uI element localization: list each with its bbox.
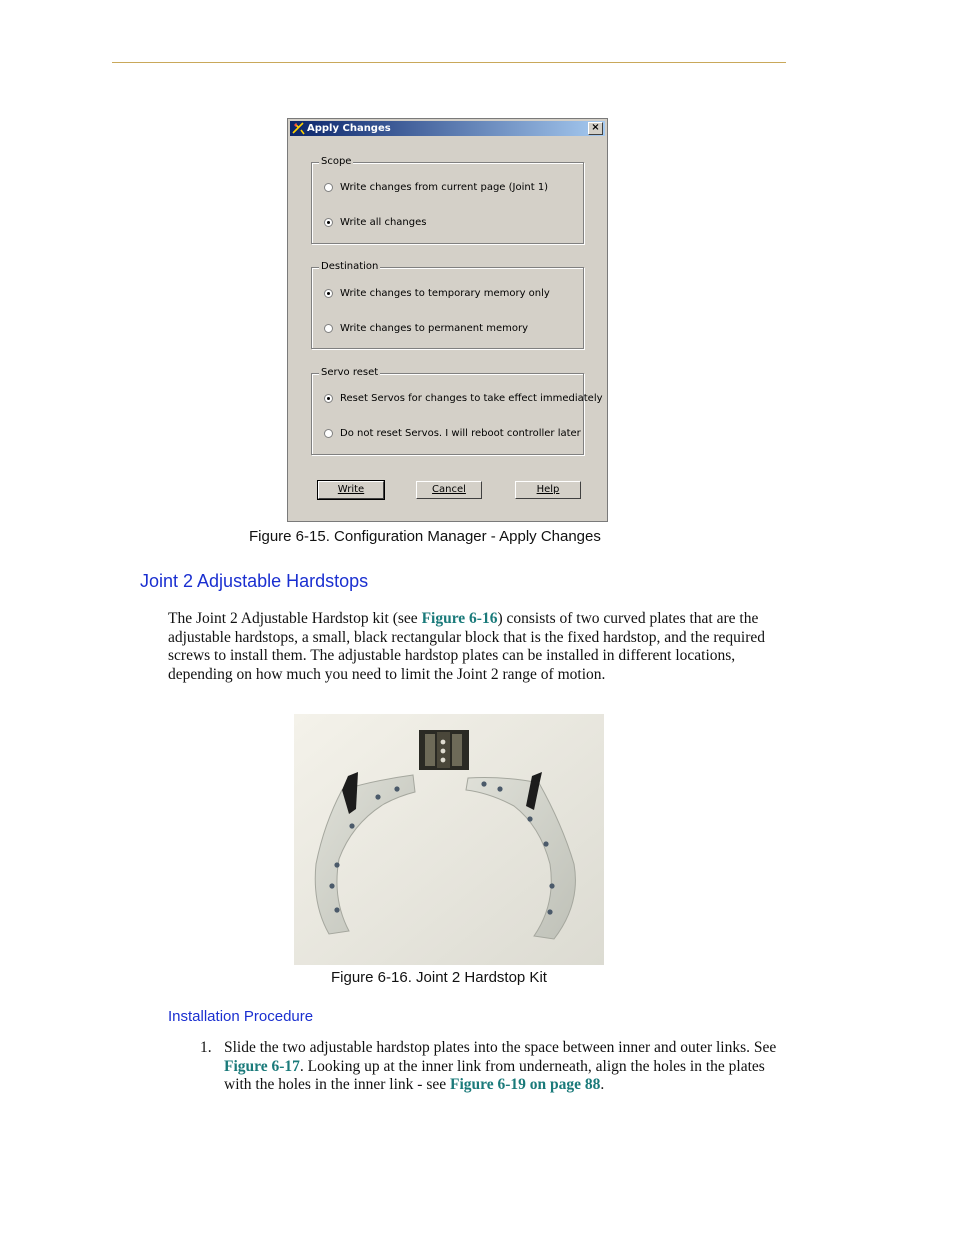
servo-reset-legend: Servo reset [321, 367, 379, 378]
section-heading: Joint 2 Adjustable Hardstops [140, 571, 369, 591]
fixed-hardstop-block [419, 730, 469, 770]
step-1-text: Slide the two adjustable hardstop plates into the space between inner and outer links. See Figure 6-17. Looking up at the inner link from underneath, align the holes in the plates with the holes in the inner link - see Figure 6-19 on page 88. [224, 1039, 777, 1094]
step-1 [200, 1039, 790, 1095]
radio-button[interactable] [324, 183, 333, 192]
figure-caption-6-15: Figure 6-15. Configuration Manager - Apply Changes [249, 528, 601, 545]
close-button[interactable]: × [588, 122, 603, 135]
servo-reset-group: Servo reset Reset Servos for changes to take effect immediately Do not reset Servos. I will reboot controller later [311, 373, 584, 455]
subsection-heading: Installation Procedure [168, 1008, 314, 1025]
scope-legend: Scope [321, 156, 352, 167]
apply-changes-dialog [287, 118, 608, 522]
radio-button[interactable] [324, 324, 333, 333]
dialog-title: Apply Changes [307, 123, 391, 134]
hardstop-kit-photo [294, 714, 604, 965]
figure-6-17-link[interactable]: Figure 6-17 [224, 1057, 300, 1075]
cancel-button[interactable]: Cancel [416, 481, 482, 499]
scope-group: Scope Write changes from current page (Joint 1) Write all changes [311, 162, 584, 244]
app-icon [292, 122, 305, 135]
destination-legend: Destination [321, 261, 379, 272]
step-number: 1. [200, 1039, 212, 1056]
destination-group: Destination Write changes to temporary memory only Write changes to permanent memory [311, 267, 584, 349]
radio-button-selected[interactable] [324, 289, 333, 298]
figure-caption-6-16: Figure 6-16. Joint 2 Hardstop Kit [331, 969, 547, 986]
dialog-titlebar [290, 121, 605, 136]
header-rule [112, 62, 786, 63]
help-button[interactable]: Help [515, 481, 581, 499]
radio-button-selected[interactable] [324, 394, 333, 403]
radio-button-selected[interactable] [324, 218, 333, 227]
write-button[interactable]: Write [318, 481, 384, 499]
figure-6-19-link[interactable]: Figure 6-19 on page 88 [450, 1076, 601, 1094]
figure-6-16-link[interactable]: Figure 6-16 [421, 610, 498, 627]
intro-paragraph: The Joint 2 Adjustable Hardstop kit (see Figure 6-16) consists of two curved plates that are the adjustable hardstops, a small, black rectangular block that is the fixed hardstop, and the required screws to install them. The adjustable hardstop plates can be installed in different locations, depending on how much you need to limit the Joint 2 range of motion. [168, 610, 765, 684]
radio-button[interactable] [324, 429, 333, 438]
